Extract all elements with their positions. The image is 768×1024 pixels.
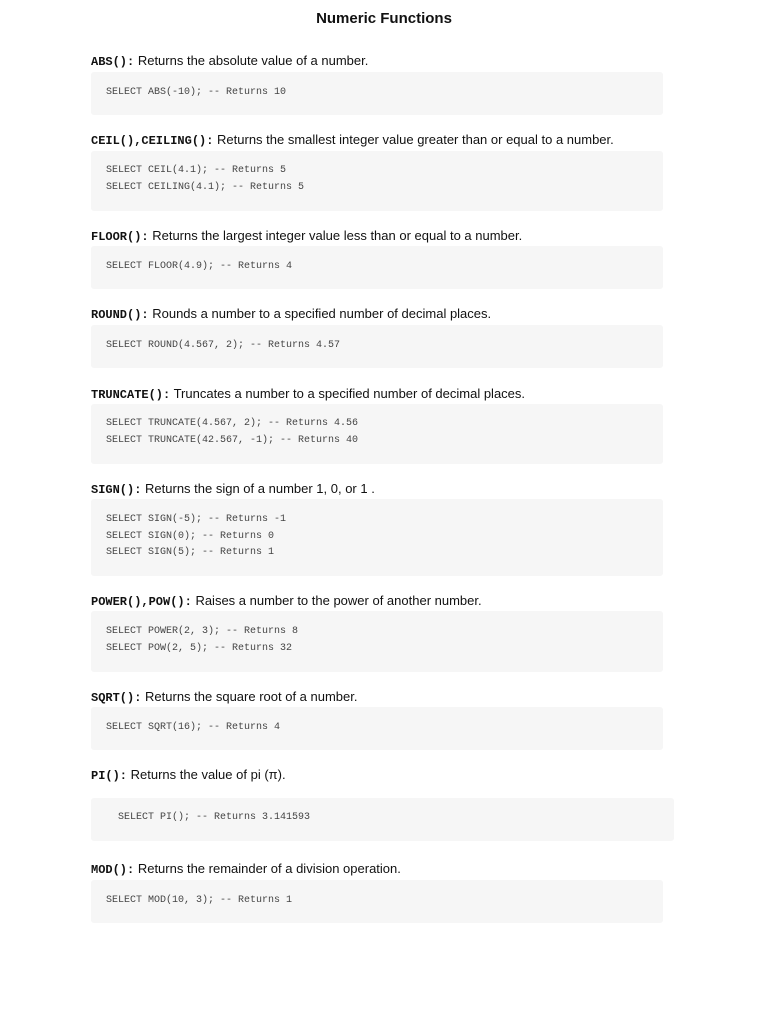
function-name: ROUND():	[91, 308, 149, 322]
code-block	[91, 404, 663, 464]
function-name: SIGN():	[91, 483, 142, 497]
code-line: SELECT TRUNCATE(42.567, -1); -- Returns 40	[106, 435, 359, 446]
code-block	[91, 880, 663, 923]
section-sqrt	[91, 688, 663, 706]
code-block	[91, 707, 663, 750]
code-block	[91, 151, 663, 211]
section-pi	[91, 766, 663, 784]
code-line: SELECT MOD(10, 3); -- Returns 1	[106, 895, 293, 906]
section-truncate	[91, 385, 663, 403]
function-description: Raises a number to the power of another number.	[191, 593, 482, 608]
section-heading	[91, 227, 663, 245]
function-name: CEIL(),CEILING():	[91, 134, 214, 148]
function-name: PI():	[91, 769, 128, 783]
section-heading	[91, 385, 663, 403]
function-description: Returns the sign of a number 1, 0, or 1 .	[141, 481, 375, 496]
section-heading	[91, 860, 663, 878]
code-line: SELECT SIGN(0); -- Returns 0	[106, 531, 275, 542]
section-heading	[91, 480, 663, 498]
code-line: SELECT PI(); -- Returns 3.141593	[118, 812, 311, 823]
code-block	[91, 246, 663, 289]
function-name: ABS():	[91, 55, 135, 69]
code-line: SELECT SIGN(-5); -- Returns -1	[106, 514, 287, 525]
section-heading	[91, 305, 663, 323]
code-block	[91, 499, 663, 576]
code-block	[91, 611, 663, 672]
function-description: Returns the square root of a number.	[141, 689, 358, 704]
code-line: SELECT POW(2, 5); -- Returns 32	[106, 643, 293, 654]
function-description: Rounds a number to a specified number of decimal places.	[148, 306, 492, 321]
section-floor	[91, 227, 663, 245]
code-line: SELECT TRUNCATE(4.567, 2); -- Returns 4.56	[106, 418, 359, 429]
function-name: POWER(),POW():	[91, 595, 192, 609]
code-block	[91, 798, 674, 841]
code-line: SELECT FLOOR(4.9); -- Returns 4	[106, 261, 293, 272]
function-name: MOD():	[91, 863, 135, 877]
section-ceil	[91, 131, 663, 149]
section-heading	[91, 131, 663, 149]
function-description: Returns the remainder of a division operation.	[134, 861, 401, 876]
code-line: SELECT SQRT(16); -- Returns 4	[106, 722, 281, 733]
section-power	[91, 592, 663, 610]
code-line: SELECT ROUND(4.567, 2); -- Returns 4.57	[106, 340, 341, 351]
code-line: SELECT CEILING(4.1); -- Returns 5	[106, 182, 305, 193]
section-mod	[91, 860, 663, 878]
function-description: Returns the smallest integer value greater than or equal to a number.	[213, 132, 614, 147]
section-heading	[91, 592, 663, 610]
code-block	[91, 325, 663, 368]
code-line: SELECT POWER(2, 3); -- Returns 8	[106, 626, 299, 637]
function-description: Returns the value of pi (π).	[127, 767, 286, 782]
code-line: SELECT CEIL(4.1); -- Returns 5	[106, 165, 287, 176]
function-name: SQRT():	[91, 691, 142, 705]
function-name: FLOOR():	[91, 230, 149, 244]
code-block	[91, 72, 663, 115]
section-abs	[91, 52, 663, 70]
section-heading	[91, 688, 663, 706]
function-name: TRUNCATE():	[91, 388, 171, 402]
section-heading	[91, 52, 663, 70]
code-line: SELECT SIGN(5); -- Returns 1	[106, 547, 275, 558]
section-heading	[91, 766, 663, 784]
function-description: Returns the largest integer value less than or equal to a number.	[148, 228, 523, 243]
code-line: SELECT ABS(-10); -- Returns 10	[106, 87, 287, 98]
section-round	[91, 305, 663, 323]
function-description: Truncates a number to a specified number of decimal places.	[170, 386, 526, 401]
section-sign	[91, 480, 663, 498]
page-title: Numeric Functions	[316, 10, 452, 27]
function-description: Returns the absolute value of a number.	[134, 53, 369, 68]
